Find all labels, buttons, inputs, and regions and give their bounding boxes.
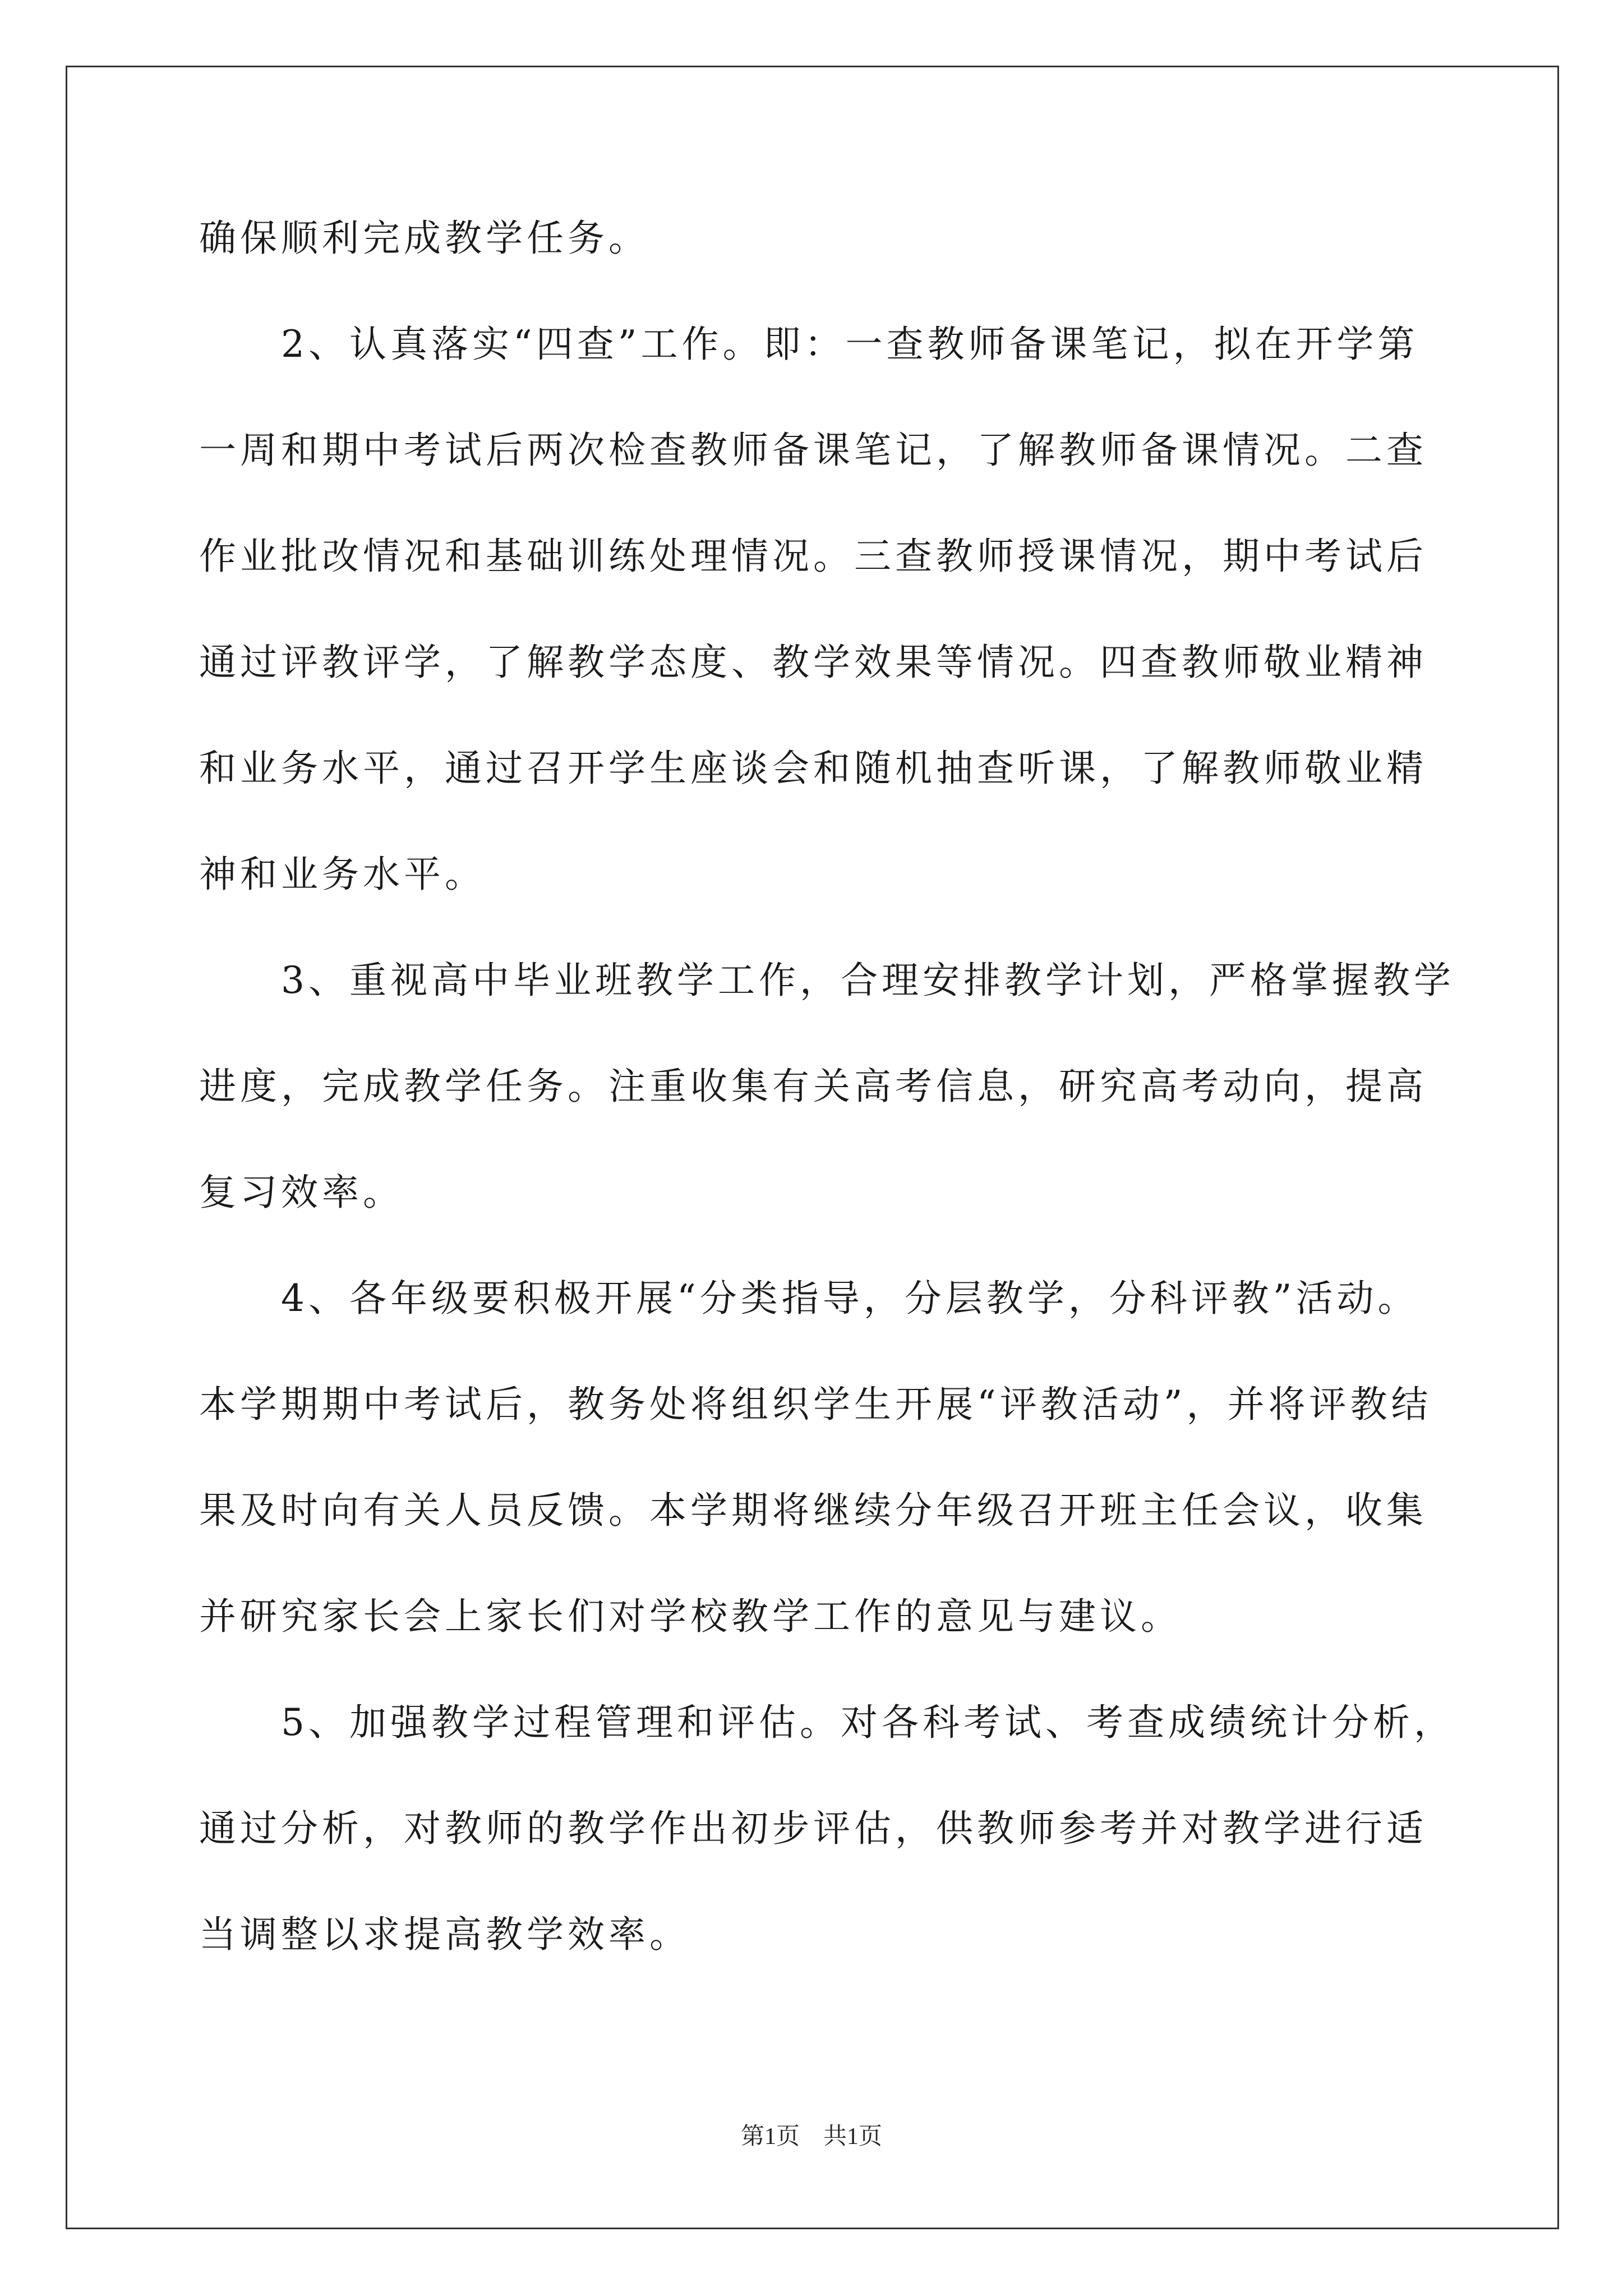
text-line: 神和业务水平。 [199, 853, 486, 896]
page-number-footer: 第1页 共1页 [740, 2124, 882, 2150]
text-line: 通过分析，对教师的教学作出初步评估，供教师参考并对教学进行适 [199, 1807, 1427, 1850]
text-line: 进度，完成教学任务。注重收集有关高考信息，研究高考动向，提高 [199, 1065, 1427, 1108]
text-line: 确保顺利完成教学任务。 [199, 217, 649, 260]
text-line: 一周和期中考试后两次检查教师备课笔记，了解教师备课情况。二查 [199, 429, 1427, 472]
document-body [199, 185, 1455, 1987]
text-line: 本学期期中考试后，教务处将组织学生开展“评教活动”，并将评教结 [199, 1383, 1432, 1426]
text-line: 复习效率。 [199, 1171, 404, 1214]
text-line: 通过评教评学，了解教学态度、教学效果等情况。四查教师敬业精神 [199, 641, 1427, 684]
text-line: 2、认真落实“四查”工作。即：一查教师备课笔记，拟在开学第 [199, 323, 1419, 366]
text-line: 和业务水平，通过召开学生座谈会和随机抽查听课，了解教师敬业精 [199, 747, 1427, 790]
text-line: 3、重视高中毕业班教学工作，合理安排教学计划，严格掌握教学 [199, 959, 1455, 1002]
text-line: 当调整以求提高教学效率。 [199, 1913, 690, 1956]
text-line: 5、加强教学过程管理和评估。对各科考试、考查成绩统计分析， [199, 1701, 1455, 1744]
text-line: 4、各年级要积极开展“分类指导，分层教学，分科评教”活动。 [199, 1277, 1419, 1320]
text-line: 并研究家长会上家长们对学校教学工作的意见与建议。 [199, 1595, 1182, 1638]
text-line: 果及时向有关人员反馈。本学期将继续分年级召开班主任会议，收集 [199, 1489, 1427, 1532]
text-line: 作业批改情况和基础训练处理情况。三查教师授课情况，期中考试后 [199, 535, 1427, 578]
